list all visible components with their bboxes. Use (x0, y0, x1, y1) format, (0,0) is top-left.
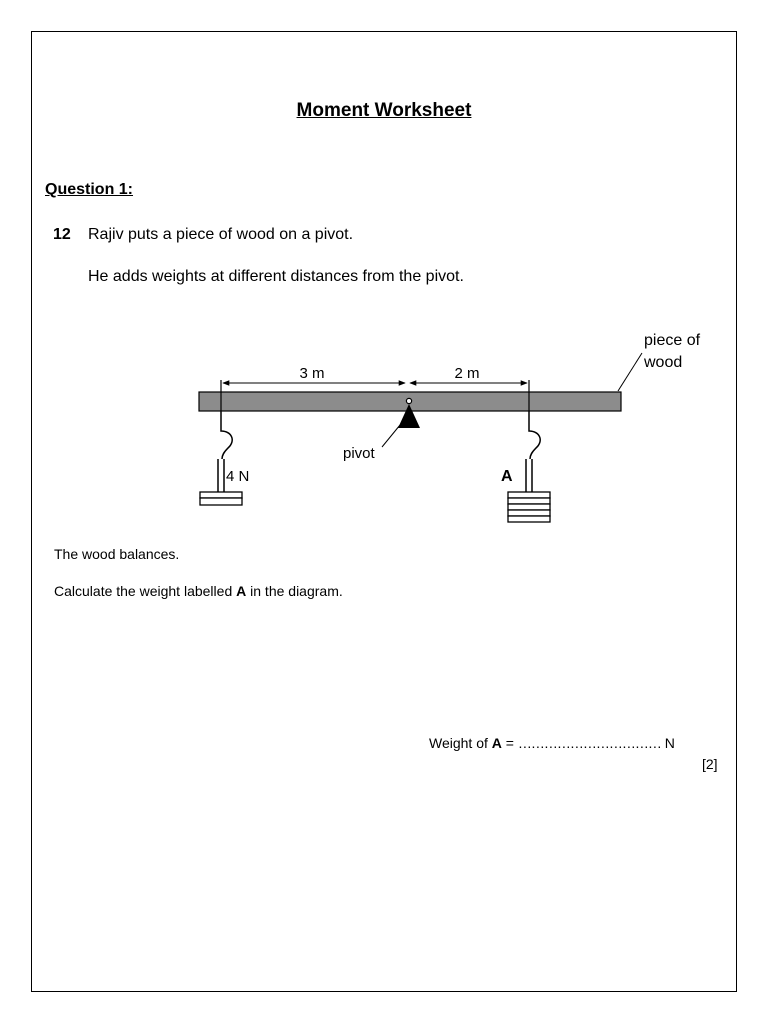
right-distance-label: 2 m (454, 365, 480, 382)
question-number: 12 (53, 226, 71, 243)
left-distance-label: 3 m (299, 365, 325, 382)
calculate-suffix: in the diagram. (246, 583, 343, 599)
calculate-bold: A (236, 583, 247, 599)
wood-leader (618, 353, 642, 391)
marks-indicator: [2] (702, 756, 718, 772)
right-weight-label: A (501, 468, 513, 485)
right-weight (508, 492, 550, 522)
worksheet-title: Moment Worksheet (296, 100, 472, 121)
pivot-label: pivot (343, 445, 375, 462)
answer-unit: N (664, 735, 675, 751)
calculate-prefix: Calculate the weight labelled (54, 583, 237, 599)
left-weight-label: 4 N (226, 468, 250, 485)
answer-line (429, 735, 675, 751)
answer-label-prefix: Weight of (429, 735, 492, 751)
lever-diagram (0, 320, 768, 530)
intro-line-1: Rajiv puts a piece of wood on a pivot. (88, 226, 354, 243)
balances-text: The wood balances. (54, 546, 180, 562)
answer-label-suffix: = (501, 735, 518, 751)
pivot-point (406, 398, 411, 403)
wood-label-line-2: wood (644, 354, 683, 371)
right-hook (526, 411, 540, 492)
question-heading: Question 1: (45, 181, 134, 198)
intro-line-2: He adds weights at different distances from the pivot. (88, 268, 464, 285)
answer-label-bold: A (491, 735, 502, 751)
wood-label-line-1: piece of (644, 332, 701, 349)
pivot-leader (382, 425, 400, 447)
answer-blank[interactable]: …………………………… (517, 735, 661, 751)
calculate-instruction (54, 583, 343, 599)
left-weight (200, 492, 242, 505)
